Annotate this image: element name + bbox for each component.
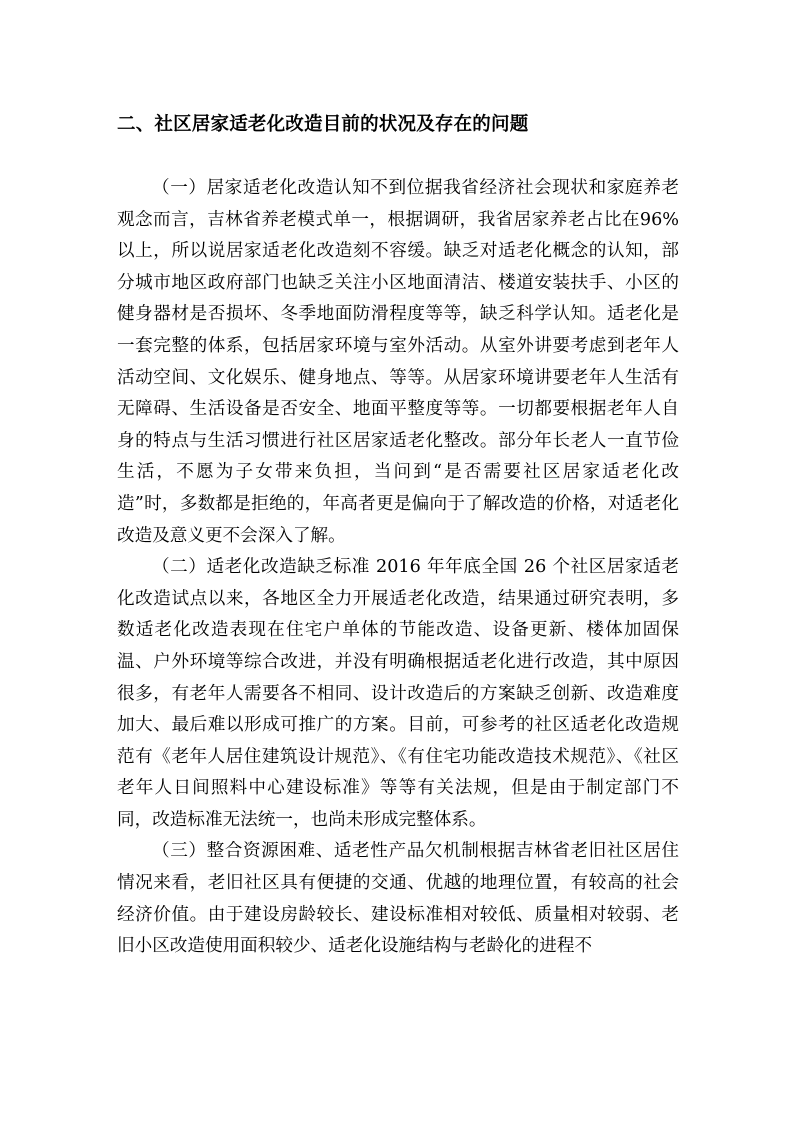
paragraph-resources: （三）整合资源困难、适老性产品欠机制根据吉林省老旧社区居住情况来看，老旧社区具有便捷的交通、优越的地理位置，有较高的社会经济价值。由于建设房龄较长、建设标准相对较低、质量相对较弱、老旧小区改造使用面积较少、适老化设施结构与老龄化的进程不 — [117, 841, 679, 957]
paragraph-standards: （二）适老化改造缺乏标准 2016 年年底全国 26 个社区居家适老化改造试点以来，各地区全力开展适老化改造，结果通过研究表明，多数适老化改造表现在住宅户单体的节能改造、设备更新、楼体加固保温、户外环境等综合改进，并没有明确根据适老化进行改造，其中原因很多，有老年人需要各不相同、设计改造后的方案缺乏创新、改造难度加大、最后难以形成可推广的方案。目前，可参考的社区适老化改造规范有《老年人居住建筑设计规范》、《有住宅功能改造技术规范》、《社区老年人日间照料中心建设标准》等等有关法规，但是由于制定部门不同，改造标准无法统一，也尚未形成完整体系。 — [117, 557, 679, 830]
section-heading: 二、社区居家适老化改造目前的状况及存在的问题 — [117, 114, 529, 135]
paragraph-cognition: （一）居家适老化改造认知不到位据我省经济社会现状和家庭养老观念而言，吉林省养老模式单一，根据调研，我省居家养老占比在96%以上，所以说居家适老化改造刻不容缓。缺乏对适老化概念的认知，部分城市地区政府部门也缺乏关注小区地面清洁、楼道安装扶手、小区的健身器材是否损坏、冬季地面防滑程度等等，缺乏科学认知。适老化是一套完整的体系，包括居家环境与室外活动。从室外讲要考虑到老年人活动空间、文化娱乐、健身地点、等等。从居家环境讲要老年人生活有无障碍、生活设备是否安全、地面平整度等等。一切都要根据老年人自身的特点与生活习惯进行社区居家适老化整改。部分年长老人一直节俭生活，不愿为子女带来负担，当问到“是否需要社区居家适老化改造”时，多数都是拒绝的，年高者更是偏向于了解改造的价格，对适老化改造及意义更不会深入了解。 — [117, 178, 679, 546]
body-text — [117, 173, 679, 963]
